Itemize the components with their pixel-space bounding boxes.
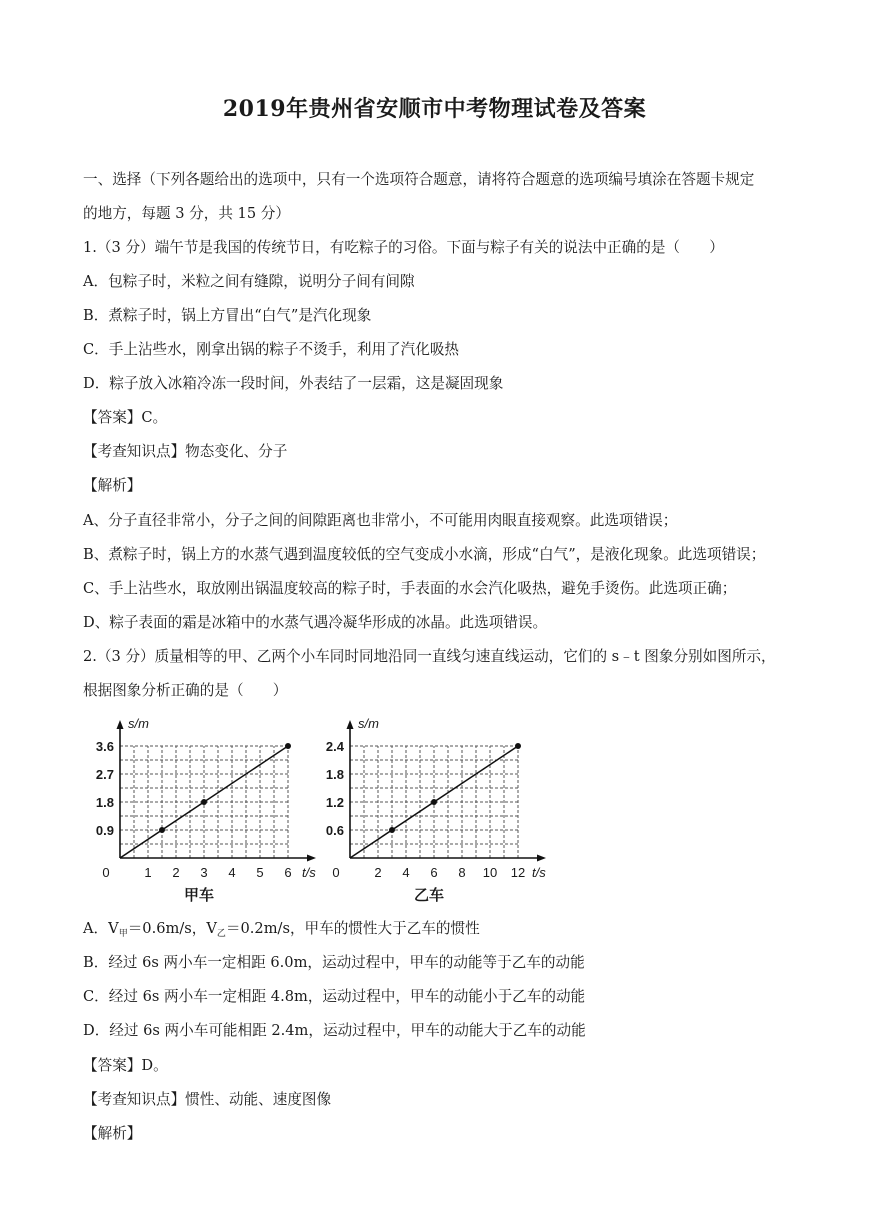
y-axis-label: s/m <box>128 716 149 731</box>
y-tick-label: 1.8 <box>95 795 114 810</box>
chart-caption: 乙车 <box>413 887 445 904</box>
data-point <box>201 799 207 805</box>
chart-caption: 甲车 <box>183 887 215 904</box>
question-1-analysis-d: D、粽子表面的霜是冰箱中的水蒸气遇冷凝华形成的冰晶。此选项错误。 <box>83 614 548 631</box>
data-point <box>285 743 291 749</box>
question-1-knowledge: 【考查知识点】物态变化、分子 <box>83 443 288 460</box>
question-1-stem: 1.（3 分）端午节是我国的传统节日，有吃粽子的习俗。下面与粽子有关的说法中正确的是（ ） <box>83 239 724 256</box>
question-2-analysis-label: 【解析】 <box>83 1125 142 1142</box>
question-1-analysis-b: B、煮粽子时，锅上方的水蒸气遇到温度较低的空气变成小水滴，形成“白气”，是液化现象。此选项错误； <box>83 546 766 563</box>
chart-car-yi <box>325 708 555 908</box>
y-tick-label: 2.7 <box>95 767 114 782</box>
section-heading-continued: 的地方，每题 3 分，共 15 分） <box>83 205 290 222</box>
x-tick-label: 0 <box>102 865 110 880</box>
question-1-option-c: C．手上沾些水，刚拿出锅的粽子不烫手，利用了汽化吸热 <box>83 341 460 358</box>
x-axis-arrow <box>307 855 316 862</box>
x-tick-label: 4 <box>228 865 236 880</box>
question-1-analysis-label: 【解析】 <box>83 477 142 494</box>
data-point <box>389 827 395 833</box>
data-point <box>515 743 521 749</box>
question-1-answer: 【答案】C。 <box>83 409 168 426</box>
question-1-option-a: A．包粽子时，米粒之间有缝隙，说明分子间有间隙 <box>83 273 415 290</box>
question-1-option-b: B．煮粽子时，锅上方冒出“白气”是汽化现象 <box>83 307 372 324</box>
y-axis-arrow <box>347 720 354 729</box>
question-2-answer: 【答案】D。 <box>83 1057 168 1074</box>
x-tick-label: 2 <box>374 865 382 880</box>
question-1-analysis-a: A、分子直径非常小，分子之间的间隙距离也非常小，不可能用肉眼直接观察。此选项错误； <box>83 512 678 529</box>
chart-car-jia <box>95 708 325 908</box>
question-2-stem: 2.（3 分）质量相等的甲、乙两个小车同时同地沿同一直线匀速直线运动，它们的 s﹣t 图象分别如图所示， <box>83 648 776 665</box>
question-2-stem-continued: 根据图象分析正确的是（ ） <box>83 682 288 699</box>
x-tick-label: 2 <box>172 865 180 880</box>
question-2-option-c: C．经过 6s 两小车一定相距 4.8m，运动过程中，甲车的动能小于乙车的动能 <box>83 988 586 1005</box>
question-2-option-a: A．$V_甲=0.6m/s$，$V_乙=0.2m/s$，甲车的惯性大于乙车的惯性 <box>83 920 480 939</box>
x-tick-label: 0 <box>332 865 340 880</box>
x-tick-label: 8 <box>458 865 466 880</box>
y-axis-arrow <box>117 720 124 729</box>
x-tick-label: 5 <box>256 865 264 880</box>
page-title: 2019年贵州省安顺市中考物理试卷及答案 <box>222 96 647 122</box>
question-1-option-d: D．粽子放入冰箱冷冻一段时间，外表结了一层霜，这是凝固现象 <box>83 375 504 392</box>
data-point <box>159 827 165 833</box>
x-axis-label: t/s <box>532 865 546 880</box>
x-tick-label: 3 <box>200 865 208 880</box>
y-tick-label: 3.6 <box>95 739 114 754</box>
x-tick-label: 4 <box>402 865 410 880</box>
x-axis-label: t/s <box>302 865 316 880</box>
y-tick-label: 1.8 <box>325 767 344 782</box>
x-tick-label: 12 <box>510 865 526 880</box>
y-axis-label: s/m <box>358 716 379 731</box>
y-tick-label: 1.2 <box>325 795 344 810</box>
data-point <box>431 799 437 805</box>
question-2-option-d: D．经过 6s 两小车可能相距 2.4m，运动过程中，甲车的动能大于乙车的动能 <box>83 1022 586 1039</box>
x-axis-arrow <box>537 855 546 862</box>
x-tick-label: 10 <box>482 865 498 880</box>
question-2-knowledge: 【考查知识点】惯性、动能、速度图像 <box>83 1091 332 1108</box>
x-tick-label: 1 <box>144 865 152 880</box>
section-heading: 一、选择（下列各题给出的选项中，只有一个选项符合题意，请将符合题意的选项编号填涂在答题卡规定 <box>83 171 755 188</box>
y-tick-label: 2.4 <box>325 739 344 754</box>
y-tick-label: 0.6 <box>325 823 344 838</box>
x-tick-label: 6 <box>430 865 438 880</box>
question-1-analysis-c: C、手上沾些水，取放刚出锅温度较高的粽子时，手表面的水会汽化吸热，避免手烫伤。此选项正确； <box>83 580 737 597</box>
y-tick-label: 0.9 <box>95 823 114 838</box>
x-tick-label: 6 <box>284 865 292 880</box>
question-2-option-b: B．经过 6s 两小车一定相距 6.0m，运动过程中，甲车的动能等于乙车的动能 <box>83 954 585 971</box>
